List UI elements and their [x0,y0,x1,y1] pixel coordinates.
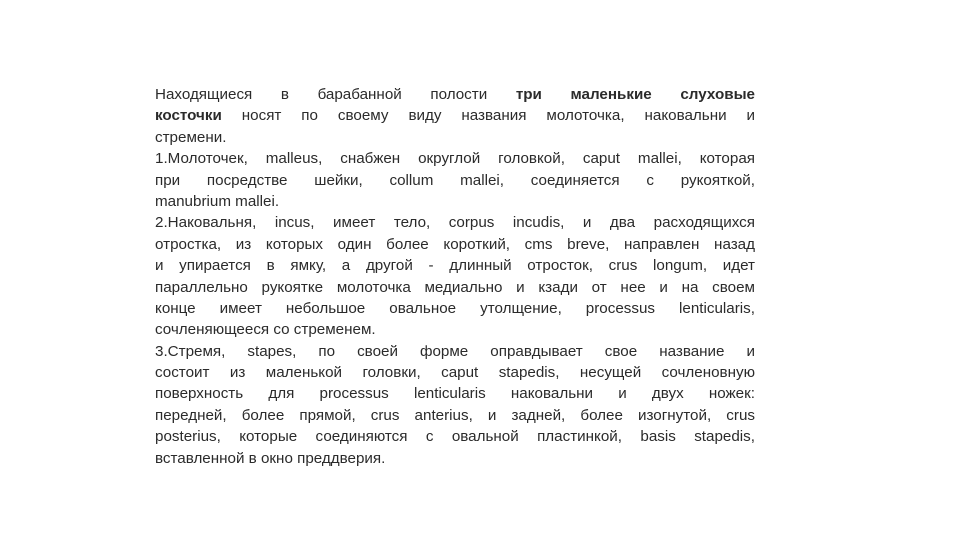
text-line [155,170,755,191]
text-line [155,212,755,233]
text-segment: 1.Молоточек, malleus, снабжен округлой головкой, caput mallei, которая [155,150,755,168]
text-segment: и упирается в ямку, а другой - длинный отросток, crus longum, идет [155,257,755,275]
bold-text: косточки [155,107,222,125]
text-segment: 2.Наковальня, incus, имеет тело, corpus incudis, и два расходящихся [155,214,755,232]
text-line [155,105,755,126]
text-segment: 3.Стремя, stapes, по своей форме оправдывает свое название и [155,342,755,360]
text-segment: носят по своему виду названия молоточка, наковальни и [221,107,755,125]
text-segment: при посредстве шейки, collum mallei, соединяется с рукояткой, [155,171,755,189]
text-line [155,234,755,255]
text-segment: конце имеет небольшое овальное утолщение, processus lenticularis, [155,299,755,317]
text-line [155,84,755,105]
text-segment: передней, более прямой, crus anterius, и задней, более изогнутой, crus [155,406,755,424]
text-line [155,191,755,212]
text-segment: Находящиеся в барабанной полости [155,86,516,103]
text-segment: параллельно рукоятке молоточка медиально и кзади от нее и на своем [155,278,755,296]
text-line [155,448,755,469]
bold-text: три маленькие слуховые [515,86,755,103]
text-line [155,319,755,340]
text-segment: отростка, из которых один более короткий, cms breve, направлен назад [155,235,755,253]
text-segment: сочленяющееся со стременем. [155,321,376,339]
text-segment: состоит из маленькой головки, caput stapedis, несущей сочленовную [155,364,755,382]
text-segment: поверхность для processus lenticularis наковальни и двух ножек: [155,385,755,403]
text-line [155,341,755,362]
text-segment: manubrium mallei. [155,192,280,210]
body-text [155,84,755,469]
text-line [155,298,755,319]
text-line [155,426,755,447]
text-line [155,362,755,383]
text-line [155,255,755,276]
text-line [155,277,755,298]
text-line [155,383,755,404]
text-segment: posterius, которые соединяются с овальной пластинкой, basis stapedis, [155,428,755,446]
text-segment: вставленной в окно преддверия. [155,449,386,467]
text-line [155,405,755,426]
text-segment: стремени. [155,128,227,146]
text-line [155,127,755,148]
text-line [155,148,755,169]
